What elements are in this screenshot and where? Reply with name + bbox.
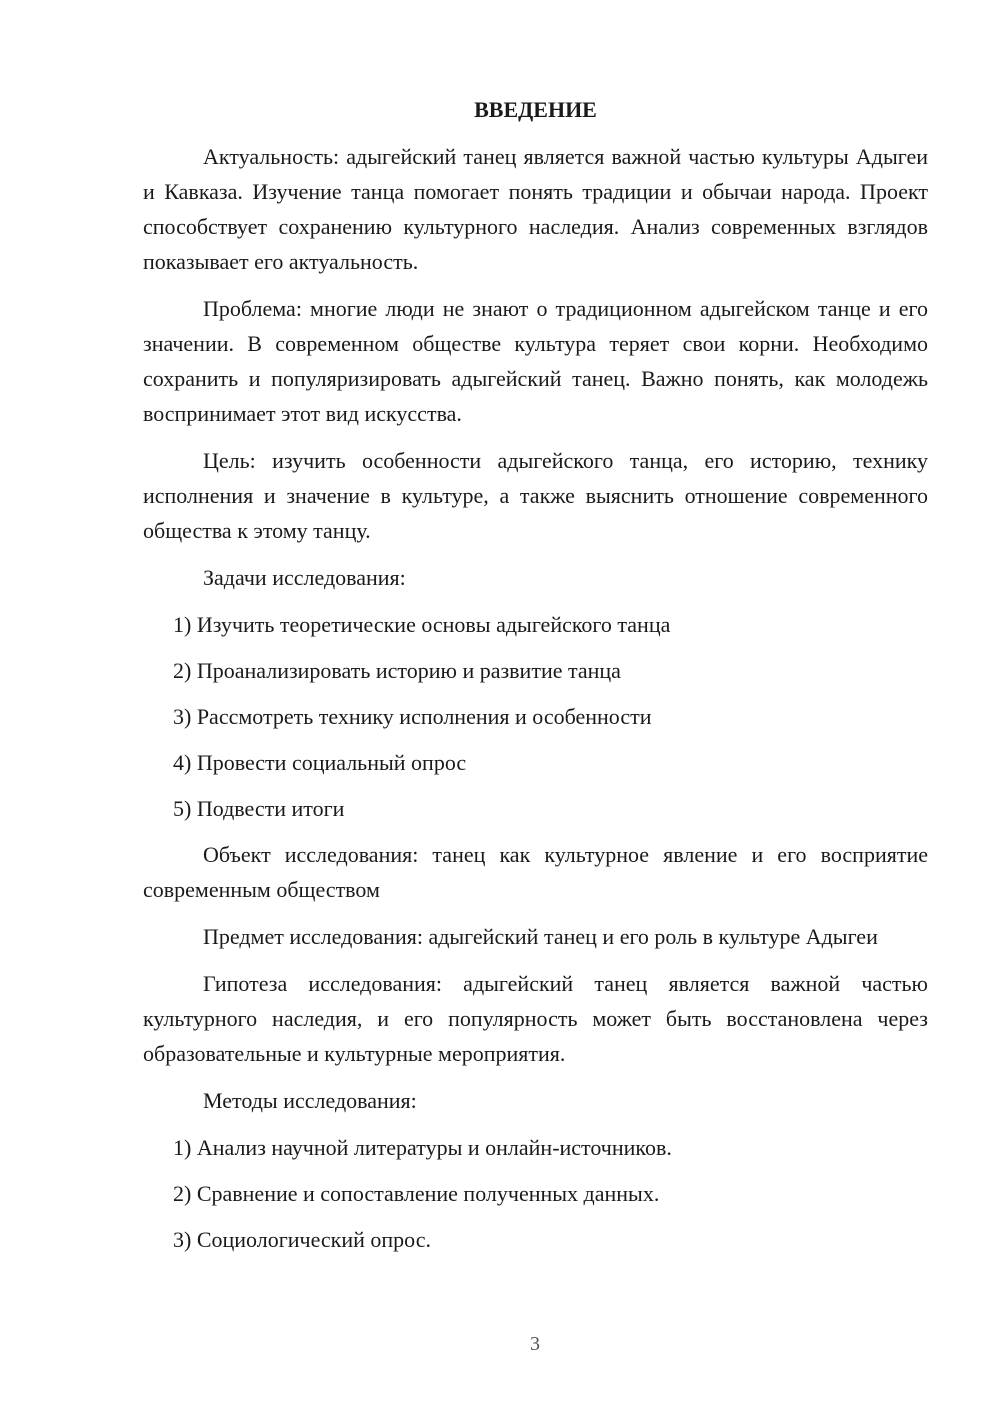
task-item: 4) Провести социальный опрос <box>173 750 467 775</box>
page-title: ВВЕДЕНИЕ <box>474 97 597 122</box>
task-item: 1) Изучить теоретические основы адыгейского танца <box>173 612 671 637</box>
hypothesis-paragraph: Гипотеза исследования: адыгейский танец является важной частью культурного наследия, и его популярность может быть восстановлена через образовательные и культурные мероприятия. <box>143 971 928 1066</box>
goal-paragraph: Цель: изучить особенности адыгейского танца, его историю, технику исполнения и значение в культуре, а также выяснить отношение современного общества к этому танцу. <box>143 448 928 543</box>
relevance-paragraph: Актуальность: адыгейский танец является важной частью культуры Адыгеи и Кавказа. Изучение танца помогает понять традиции и обычаи народа. Проект способствует сохранению культурного наследия. Анализ современных взглядов показывает его актуальность. <box>143 144 928 274</box>
subject-paragraph: Предмет исследования: адыгейский танец и его роль в культуре Адыгеи <box>203 924 878 949</box>
object-paragraph: Объект исследования: танец как культурное явление и его восприятие современным обществом <box>143 842 928 902</box>
methods-heading: Методы исследования: <box>203 1088 417 1113</box>
page-content <box>143 95 928 1268</box>
task-item: 3) Рассмотреть технику исполнения и особенности <box>173 704 652 729</box>
page-number: 3 <box>530 1333 540 1355</box>
problem-paragraph: Проблема: многие люди не знают о традиционном адыгейском танце и его значении. В современном обществе культура теряет свои корни. Необходимо сохранить и популяризировать адыгейский танец. Важно понять, как молодежь воспринимает этот вид искусства. <box>143 296 928 426</box>
method-item: 3) Социологический опрос. <box>173 1227 431 1252</box>
tasks-heading: Задачи исследования: <box>203 565 406 590</box>
task-item: 2) Проанализировать историю и развитие танца <box>173 658 621 683</box>
task-item: 5) Подвести итоги <box>173 796 345 821</box>
method-item: 2) Сравнение и сопоставление полученных данных. <box>173 1181 660 1206</box>
method-item: 1) Анализ научной литературы и онлайн-источников. <box>173 1135 672 1160</box>
